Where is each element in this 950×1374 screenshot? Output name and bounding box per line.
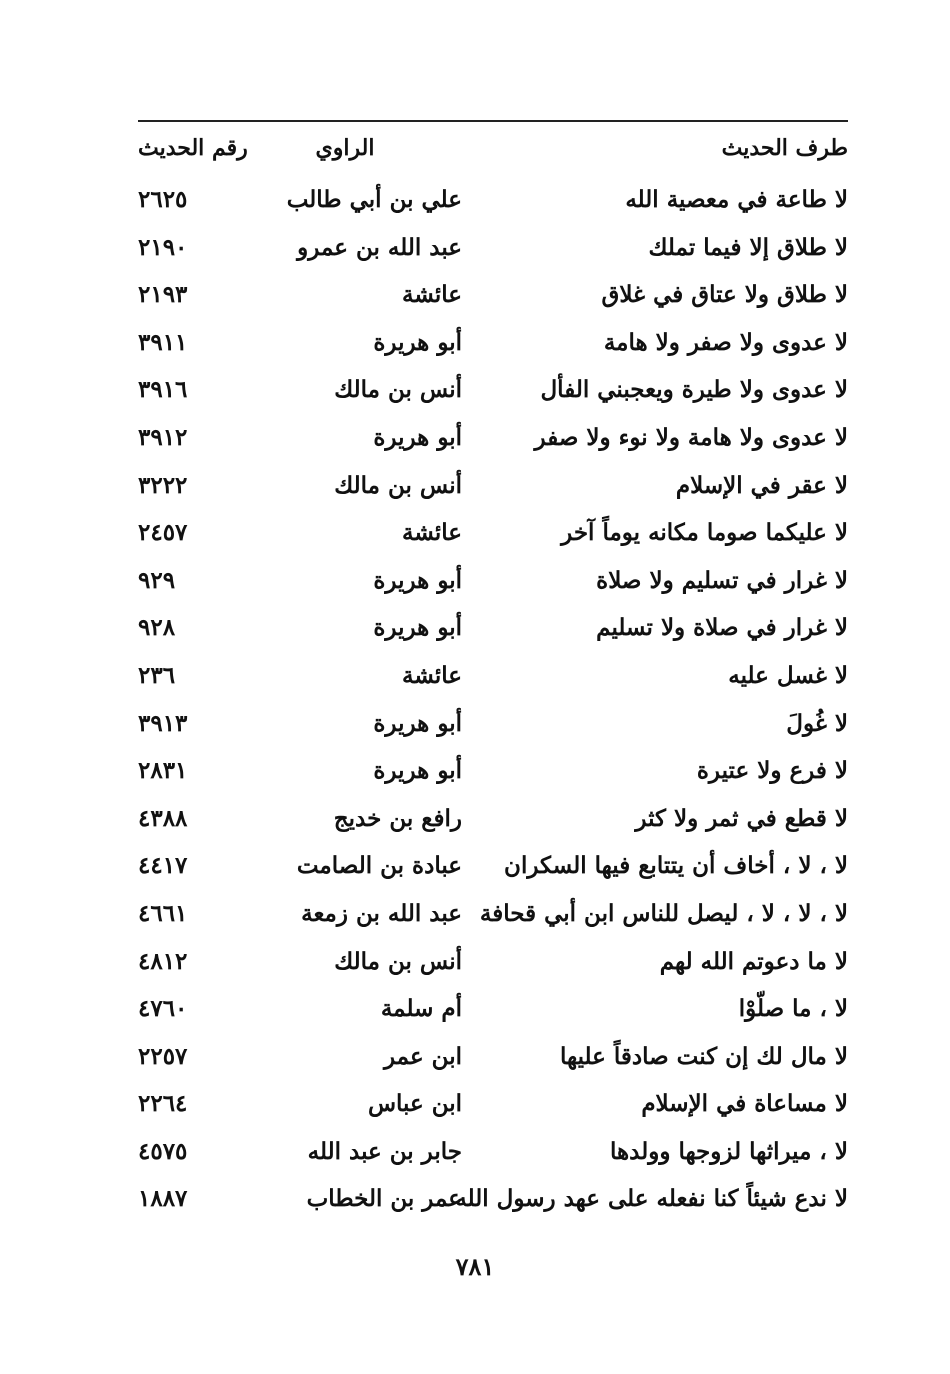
- rawi-name: عبادة بن الصامت: [296, 852, 462, 880]
- hadith-text: لا غسل عليه: [728, 661, 848, 689]
- table-row: [138, 940, 848, 988]
- hadith-text: لا ما دعوتم الله لهم: [659, 947, 848, 975]
- hadith-number: ٢٣٦: [138, 661, 176, 689]
- rawi-name: أبو هريرة: [373, 757, 462, 785]
- hadith-text: لا غرار في تسليم ولا صلاة: [596, 566, 848, 594]
- hadith-text: لا عقر في الإسلام: [675, 471, 848, 499]
- rawi-name: أبو هريرة: [373, 423, 462, 451]
- table-row: [138, 464, 848, 512]
- rawi-name: عائشة: [402, 661, 462, 689]
- table-row: [138, 654, 848, 702]
- hadith-text: لا ندع شيئاً كنا نفعله على عهد رسول الله: [455, 1185, 848, 1213]
- rawi-name: ابن عمر: [383, 1042, 462, 1070]
- table-row: [138, 892, 848, 940]
- hadith-text: لا عليكما صوما مكانه يوماً آخر: [561, 519, 848, 547]
- hadith-text: لا عدوى ولا هامة ولا نوء ولا صفر: [534, 423, 848, 451]
- hadith-number: ٤٧٦٠: [138, 995, 188, 1023]
- table-header: [138, 126, 848, 170]
- rawi-name: رافع بن خديج: [333, 804, 462, 832]
- page-number: ٧٨١: [455, 1252, 495, 1281]
- table-row: [138, 273, 848, 321]
- hadith-text: لا طلاق إلا فيما تملك: [648, 233, 848, 261]
- hadith-number: ٢٦٢٥: [138, 186, 188, 213]
- table-row: [138, 1035, 848, 1083]
- hadith-number: ٢٤٥٧: [138, 519, 188, 547]
- rawi-name: عمر بن الخطاب: [306, 1185, 462, 1213]
- hadith-text: لا عدوى ولا طيرة ويعجبني الفأل: [540, 376, 848, 404]
- hadith-text: لا ، لا ، أخاف أن يتتابع فيها السكران: [504, 852, 848, 880]
- table-row: [138, 702, 848, 750]
- hadith-text: لا مساعاة في الإسلام: [641, 1090, 848, 1118]
- hadith-number: ٢٨٣١: [138, 757, 188, 785]
- rawi-name: أنس بن مالك: [334, 471, 462, 499]
- table-row: [138, 178, 848, 226]
- hadith-number: ٤٦٦١: [138, 899, 188, 927]
- hadith-number: ٣٩١١: [138, 328, 188, 356]
- hadith-number: ٣٩١٣: [138, 709, 188, 737]
- hadith-number: ٢١٩٠: [138, 233, 188, 261]
- rawi-name: علي بن أبي طالب: [286, 186, 462, 213]
- rawi-name: أبو هريرة: [373, 614, 462, 642]
- hadith-number: ٣٢٢٢: [138, 471, 188, 499]
- hadith-number: ٤٨١٢: [138, 947, 188, 975]
- header-number: رقم الحديث: [138, 135, 248, 161]
- hadith-number: ٩٢٩: [138, 566, 176, 594]
- table-row: [138, 416, 848, 464]
- table-row: [138, 1177, 848, 1225]
- table-row: [138, 559, 848, 607]
- table-row: [138, 321, 848, 369]
- hadith-number: ٤٥٧٥: [138, 1137, 188, 1165]
- rawi-name: عبد الله بن زمعة: [301, 899, 462, 927]
- hadith-text: لا طلاق ولا عتاق في غلاق: [601, 281, 848, 309]
- table-row: [138, 844, 848, 892]
- table-row: [138, 606, 848, 654]
- header-rawi: الراوي: [315, 135, 375, 161]
- table-row: [138, 1082, 848, 1130]
- rawi-name: أنس بن مالك: [334, 376, 462, 404]
- header-hadith: طرف الحديث: [721, 135, 848, 161]
- rawi-name: أنس بن مالك: [334, 947, 462, 975]
- rawi-name: أبو هريرة: [373, 566, 462, 594]
- hadith-text: لا ، لا ، لا ، ليصل للناس ابن أبي قحافة: [479, 899, 848, 927]
- table-row: [138, 368, 848, 416]
- hadith-number: ٢١٩٣: [138, 281, 188, 309]
- hadith-text: لا عدوى ولا صفر ولا هامة: [603, 328, 848, 356]
- hadith-text: لا مال لك إن كنت صادقاً عليها: [559, 1042, 848, 1070]
- rawi-name: عبد الله بن عمرو: [297, 233, 462, 261]
- hadith-number: ١٨٨٧: [138, 1185, 188, 1213]
- hadith-number: ٣٩١٦: [138, 376, 188, 404]
- hadith-text: لا غرار في صلاة ولا تسليم: [596, 614, 848, 642]
- rawi-name: عائشة: [402, 281, 462, 309]
- hadith-text: لا قطع في ثمر ولا كثر: [635, 804, 848, 832]
- hadith-number: ٩٢٨: [138, 614, 176, 642]
- rawi-name: أبو هريرة: [373, 709, 462, 737]
- table-row: [138, 987, 848, 1035]
- rawi-name: ابن عباس: [367, 1090, 462, 1118]
- hadith-text: لا ، ميراثها لزوجها وولدها: [610, 1137, 848, 1165]
- rawi-name: عائشة: [402, 519, 462, 547]
- table-row: [138, 749, 848, 797]
- table-row: [138, 797, 848, 845]
- hadith-text: لا ، ما صلّوْا: [738, 995, 848, 1023]
- table-row: [138, 511, 848, 559]
- hadith-number: ٤٤١٧: [138, 852, 188, 880]
- table-row: [138, 1130, 848, 1178]
- rawi-name: أم سلمة: [380, 995, 462, 1023]
- rawi-name: جابر بن عبد الله: [307, 1137, 462, 1165]
- hadith-text: لا غُولَ: [786, 709, 848, 737]
- hadith-number: ٢٢٥٧: [138, 1042, 188, 1070]
- hadith-text: لا فرع ولا عتيرة: [696, 757, 848, 785]
- hadith-table: [138, 178, 848, 1225]
- table-row: [138, 226, 848, 274]
- hadith-text: لا طاعة في معصية الله: [625, 186, 848, 213]
- hadith-number: ٣٩١٢: [138, 423, 188, 451]
- top-rule: [138, 120, 848, 122]
- hadith-number: ٤٣٨٨: [138, 804, 188, 832]
- hadith-number: ٢٢٦٤: [138, 1090, 188, 1118]
- rawi-name: أبو هريرة: [373, 328, 462, 356]
